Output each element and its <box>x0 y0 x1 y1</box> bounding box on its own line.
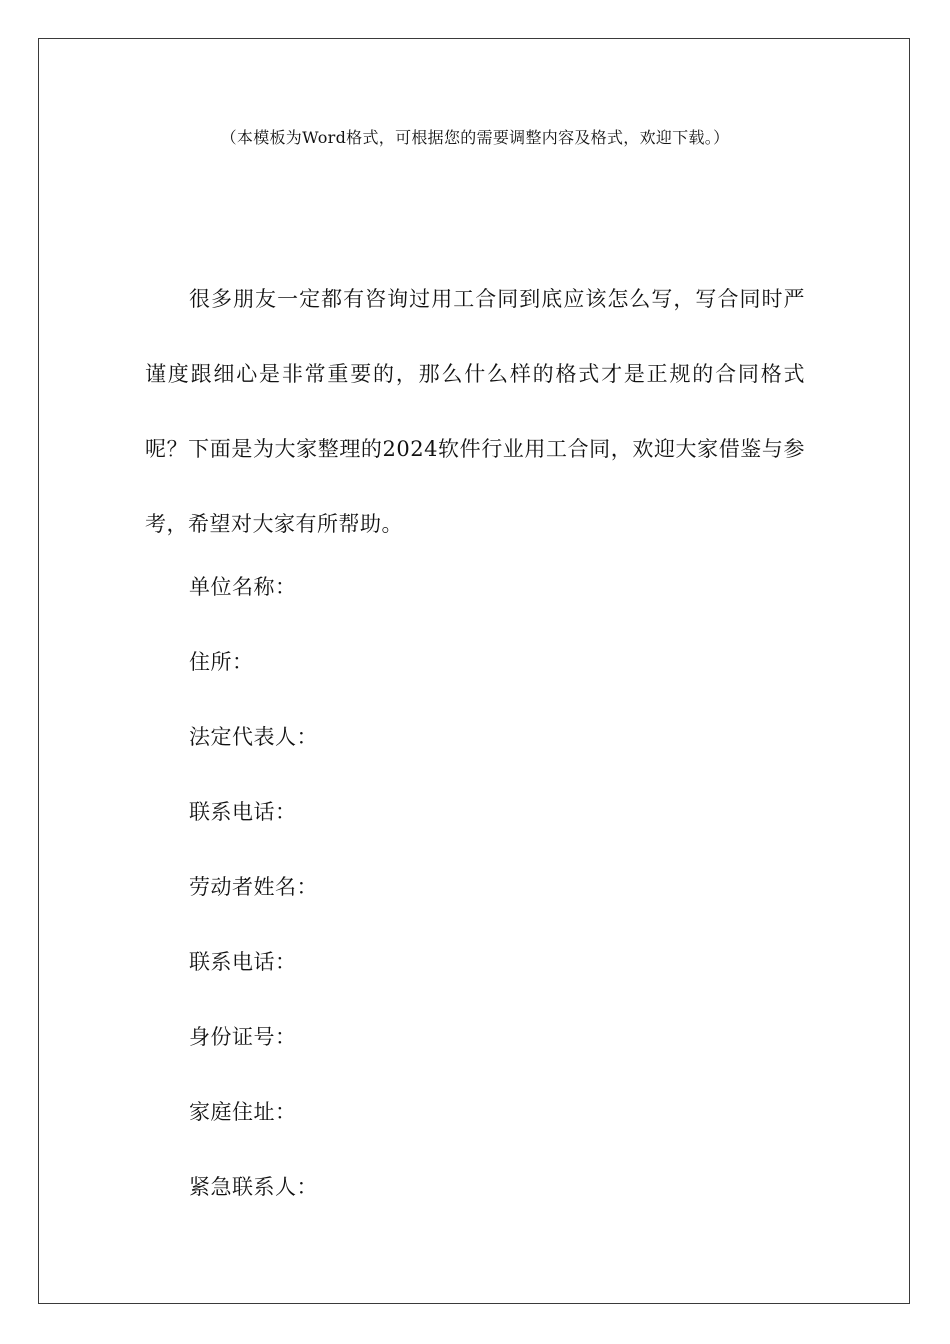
template-note: （本模板为Word格式，可根据您的需要调整内容及格式，欢迎下载。） <box>220 128 730 147</box>
field-id-number: 身份证号： <box>189 1025 297 1049</box>
field-home-address: 家庭住址： <box>189 1100 297 1124</box>
field-employer-address: 住所： <box>189 650 254 674</box>
field-employer-phone: 联系电话： <box>189 800 297 824</box>
page-border <box>38 38 910 1304</box>
field-employee-name: 劳动者姓名： <box>189 875 318 899</box>
field-employer-name: 单位名称： <box>189 575 297 599</box>
field-legal-representative: 法定代表人： <box>189 725 318 749</box>
field-employee-phone: 联系电话： <box>189 950 297 974</box>
intro-paragraph: 很多朋友一定都有咨询过用工合同到底应该怎么写，写合同时严谨度跟细心是非常重要的，那么什么样的格式才是正规的合同格式呢？下面是为大家整理的2024软件行业用工合同，欢迎大家借鉴与参考，希望对大家有所帮助。 <box>145 287 805 536</box>
contract-fields-list <box>189 550 318 1225</box>
field-emergency-contact: 紧急联系人： <box>189 1175 318 1199</box>
